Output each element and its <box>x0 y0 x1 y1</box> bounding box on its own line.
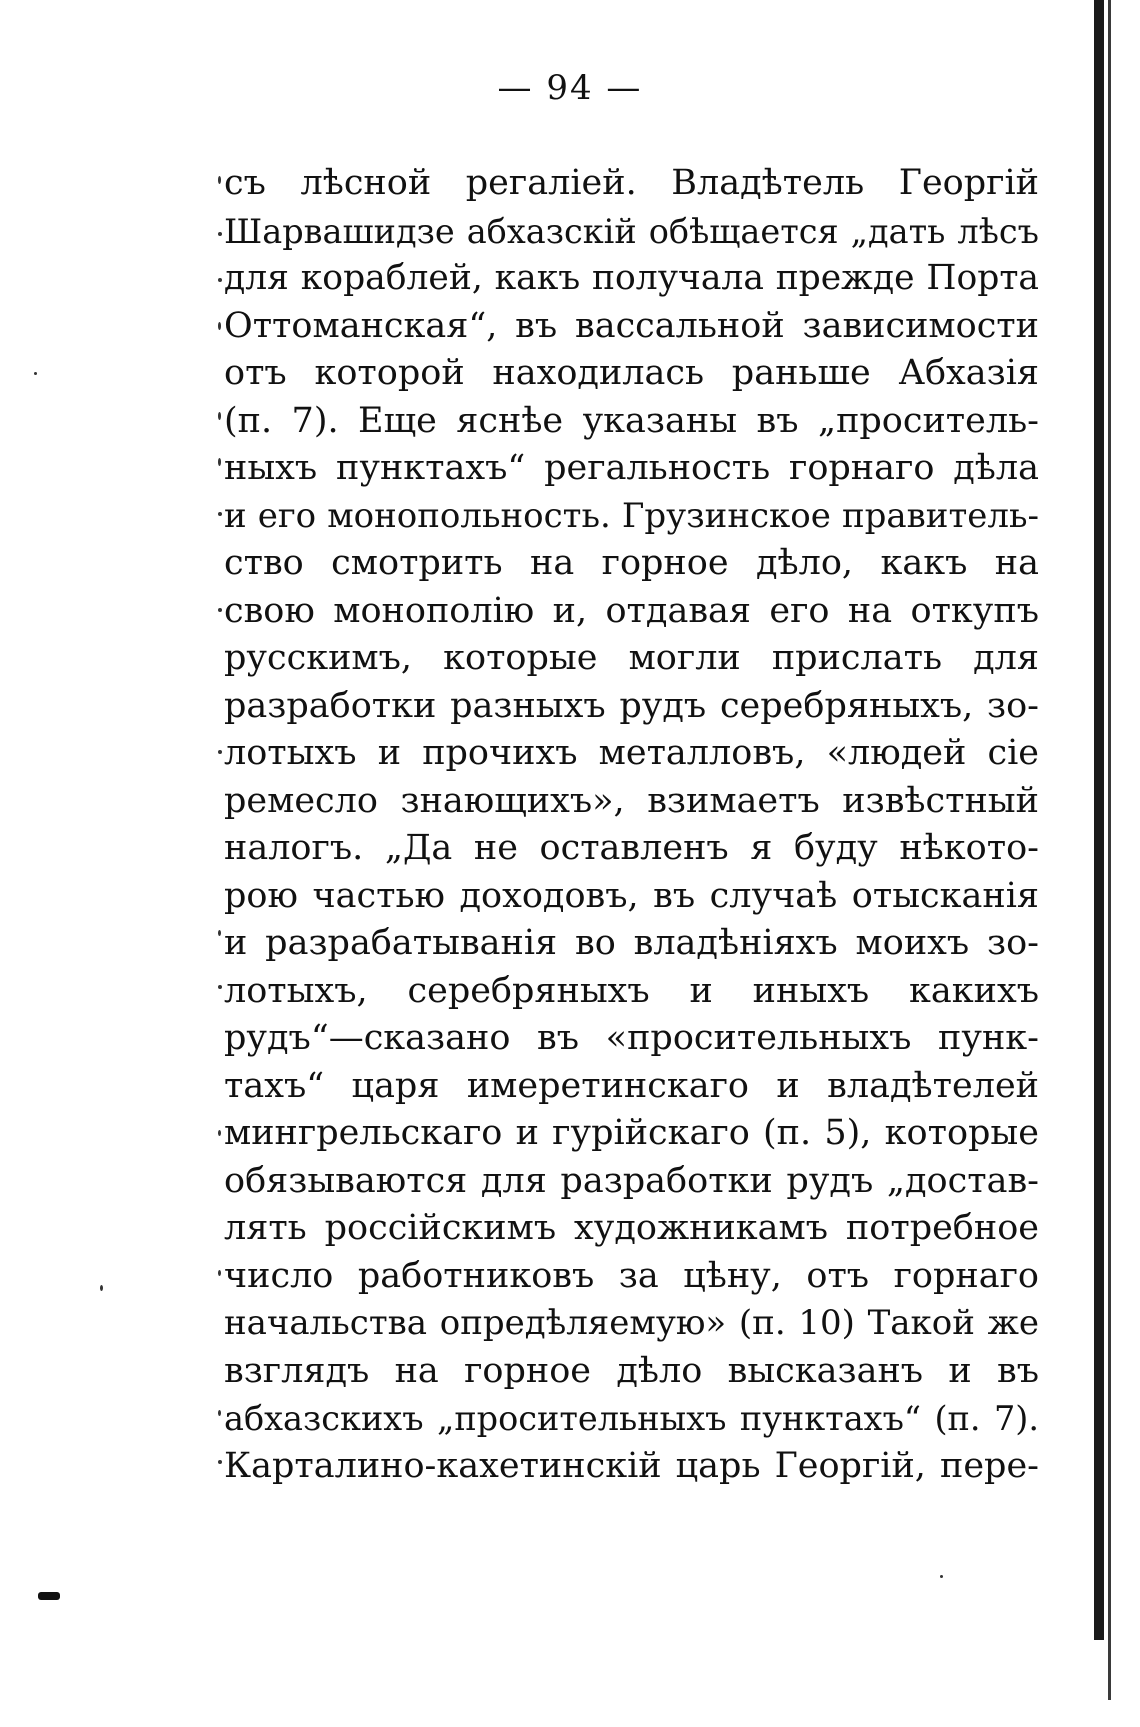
scan-speck <box>218 232 222 236</box>
text-line: для кораблей, какъ получала прежде Порта <box>224 258 1039 298</box>
scan-speck <box>218 750 222 754</box>
text-line: (п. 7). Еще яснѣе указаны въ „проситель- <box>224 400 1039 441</box>
scan-speck <box>218 176 221 184</box>
text-line: Оттоманская“, въ вассальной зависимости <box>224 305 1039 346</box>
text-line: ремесло знающихъ», взимаетъ извѣстный <box>224 780 1039 821</box>
scan-speck <box>218 930 221 936</box>
scan-speck <box>218 608 222 612</box>
text-line: лотыхъ, серебряныхъ и иныхъ какихъ <box>224 970 1039 1011</box>
text-line: лотыхъ и прочихъ металловъ, «людей сіе <box>224 733 1039 773</box>
scan-speck <box>218 1270 221 1276</box>
text-line: лять россійскимъ художникамъ потребное <box>224 1208 1039 1248</box>
text-line: разработки разныхъ рудъ серебряныхъ, зо- <box>224 685 1039 726</box>
text-line: взглядъ на горное дѣло высказанъ и въ <box>224 1350 1039 1391</box>
scan-speck <box>34 372 37 375</box>
scan-speck <box>218 1410 221 1416</box>
text-line: начальства опредѣляемую» (п. 10) Такой же <box>224 1303 1039 1343</box>
text-line: отъ которой находилась раньше Абхазія <box>224 353 1039 393</box>
text-line: ство смотрить на горное дѣло, какъ на <box>224 543 1039 583</box>
scan-speck <box>940 1575 943 1578</box>
scan-speck <box>218 458 221 466</box>
text-line: обязываются для разработки рудъ „достав- <box>224 1160 1039 1201</box>
binding-edge-line-thin <box>1108 0 1111 1700</box>
page-number: — 94 — <box>497 68 643 108</box>
text-line: мингрельскаго и гурійскаго (п. 5), которые <box>224 1113 1039 1153</box>
text-line: рудъ“—сказано въ «просительныхъ пунк- <box>224 1018 1039 1058</box>
text-line: Шарвашидзе абхазскій обѣщается „дать лѣсъ <box>224 211 1039 251</box>
text-line: Карталино-кахетинскій царь Георгій, пере- <box>224 1445 1039 1486</box>
scan-speck <box>218 322 221 330</box>
text-line: и разрабатыванія во владѣніяхъ моихъ зо- <box>224 923 1039 963</box>
body-text <box>224 160 1039 1490</box>
binding-edge-line <box>1094 0 1104 1640</box>
text-line: число работниковъ за цѣну, отъ горнаго <box>224 1255 1039 1296</box>
text-line: тахъ“ царя имеретинскаго и владѣтелей <box>224 1065 1039 1106</box>
scan-speck <box>218 1130 221 1136</box>
scan-speck <box>218 412 221 420</box>
text-line: налогъ. „Да не оставленъ я буду нѣкото- <box>224 828 1039 868</box>
text-line: ныхъ пунктахъ“ регальность горнаго дѣла <box>224 448 1039 488</box>
scan-speck <box>218 985 222 989</box>
scan-mark <box>38 1592 60 1600</box>
text-line: русскимъ, которые могли прислать для <box>224 638 1039 678</box>
scan-speck <box>218 1460 222 1464</box>
text-line: рою частью доходовъ, въ случаѣ отысканія <box>224 875 1039 916</box>
scan-speck <box>218 512 222 516</box>
text-line: абхазскихъ „просительныхъ пунктахъ“ (п. 7). <box>224 1399 1039 1438</box>
text-line: свою монополію и, отдавая его на откупъ <box>224 590 1039 631</box>
text-line: съ лѣсной регаліей. Владѣтель Георгій <box>224 163 1039 203</box>
scan-speck <box>100 1285 103 1291</box>
text-line: и его монопольность. Грузинское правитель- <box>224 495 1039 536</box>
scan-speck <box>218 278 222 282</box>
